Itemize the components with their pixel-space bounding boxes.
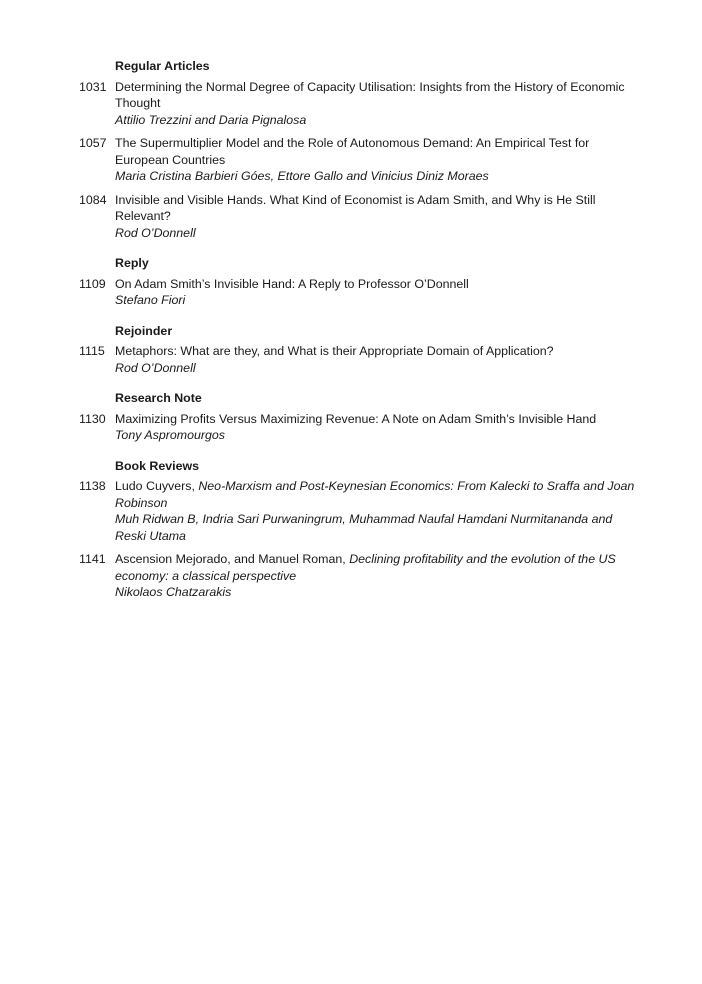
- toc-entry[interactable]: [79, 79, 639, 129]
- section-heading: Regular Articles: [115, 59, 210, 73]
- toc-entry[interactable]: [79, 276, 639, 309]
- table-of-contents: [79, 58, 639, 615]
- article-authors: Rod O’Donnell: [115, 360, 196, 375]
- page-number: 1115: [79, 344, 105, 358]
- toc-section-research-note: [79, 390, 639, 444]
- article-title: Invisible and Visible Hands. What Kind of Economist is Adam Smith, and Why is He Still Relevant?: [115, 192, 596, 223]
- entry-body: [115, 551, 639, 601]
- reviewed-book-title: Declining profitability and the evolution of the US economy: a classical perspective: [115, 552, 616, 583]
- page-number: 1109: [79, 276, 106, 291]
- toc-section-regular-articles: [79, 58, 639, 241]
- reviewed-book-authors: Ludo Cuyvers,: [115, 479, 199, 493]
- entry-body: [115, 411, 639, 444]
- toc-section-reply: [79, 255, 639, 309]
- review-authors: Nikolaos Chatzarakis: [115, 585, 232, 599]
- section-heading: Research Note: [115, 391, 202, 405]
- toc-entry[interactable]: [79, 551, 639, 601]
- toc-entry[interactable]: [79, 135, 639, 185]
- article-title: Metaphors: What are they, and What is their Appropriate Domain of Application?: [115, 344, 554, 358]
- toc-entry[interactable]: [79, 192, 639, 242]
- article-authors: Tony Aspromourgos: [115, 428, 225, 442]
- entry-body: [115, 276, 639, 309]
- article-authors: Rod O’Donnell: [115, 225, 196, 240]
- entry-body: [115, 79, 639, 129]
- article-title: On Adam Smith’s Invisible Hand: A Reply to Professor O’Donnell: [115, 276, 469, 291]
- article-title: Maximizing Profits Versus Maximizing Revenue: A Note on Adam Smith’s Invisible Hand: [115, 411, 597, 426]
- page-number: 1130: [79, 411, 106, 426]
- reviewed-book-title: Neo-Marxism and Post-Keynesian Economics: From Kalecki to Sraffa and Joan Robinson: [115, 479, 635, 510]
- page-number: 1084: [79, 192, 107, 207]
- entry-body: [115, 135, 639, 185]
- article-title: The Supermultiplier Model and the Role of Autonomous Demand: An Empirical Test for European Countries: [115, 136, 590, 167]
- page-number: 1057: [79, 136, 107, 150]
- page-number: 1138: [79, 479, 106, 493]
- review-title: [115, 478, 639, 511]
- article-authors: Maria Cristina Barbieri Góes, Ettore Gallo and Vinicius Diniz Moraes: [115, 169, 489, 183]
- article-title: Determining the Normal Degree of Capacity Utilisation: Insights from the History of Economic Thought: [115, 79, 625, 110]
- page-number: 1031: [79, 79, 107, 94]
- entry-body: [115, 478, 639, 544]
- article-authors: Stefano Fiori: [115, 293, 186, 307]
- toc-entry[interactable]: [79, 478, 639, 544]
- page-number: 1141: [79, 552, 106, 566]
- review-authors: Muh Ridwan B, Indria Sari Purwaningrum, Muhammad Naufal Hamdani Nurmitananda and Reski Utama: [115, 512, 613, 543]
- toc-entry[interactable]: [79, 411, 639, 444]
- section-heading: Rejoinder: [115, 323, 173, 338]
- toc-section-rejoinder: [79, 323, 639, 377]
- review-title: [115, 551, 639, 584]
- section-heading: Book Reviews: [115, 458, 200, 473]
- toc-entry[interactable]: [79, 343, 639, 376]
- entry-body: [115, 192, 639, 242]
- section-heading: Reply: [115, 256, 149, 270]
- reviewed-book-authors: Ascension Mejorado, and Manuel Roman,: [115, 552, 350, 566]
- article-authors: Attilio Trezzini and Daria Pignalosa: [115, 112, 307, 127]
- entry-body: [115, 343, 639, 376]
- toc-section-book-reviews: [79, 458, 639, 601]
